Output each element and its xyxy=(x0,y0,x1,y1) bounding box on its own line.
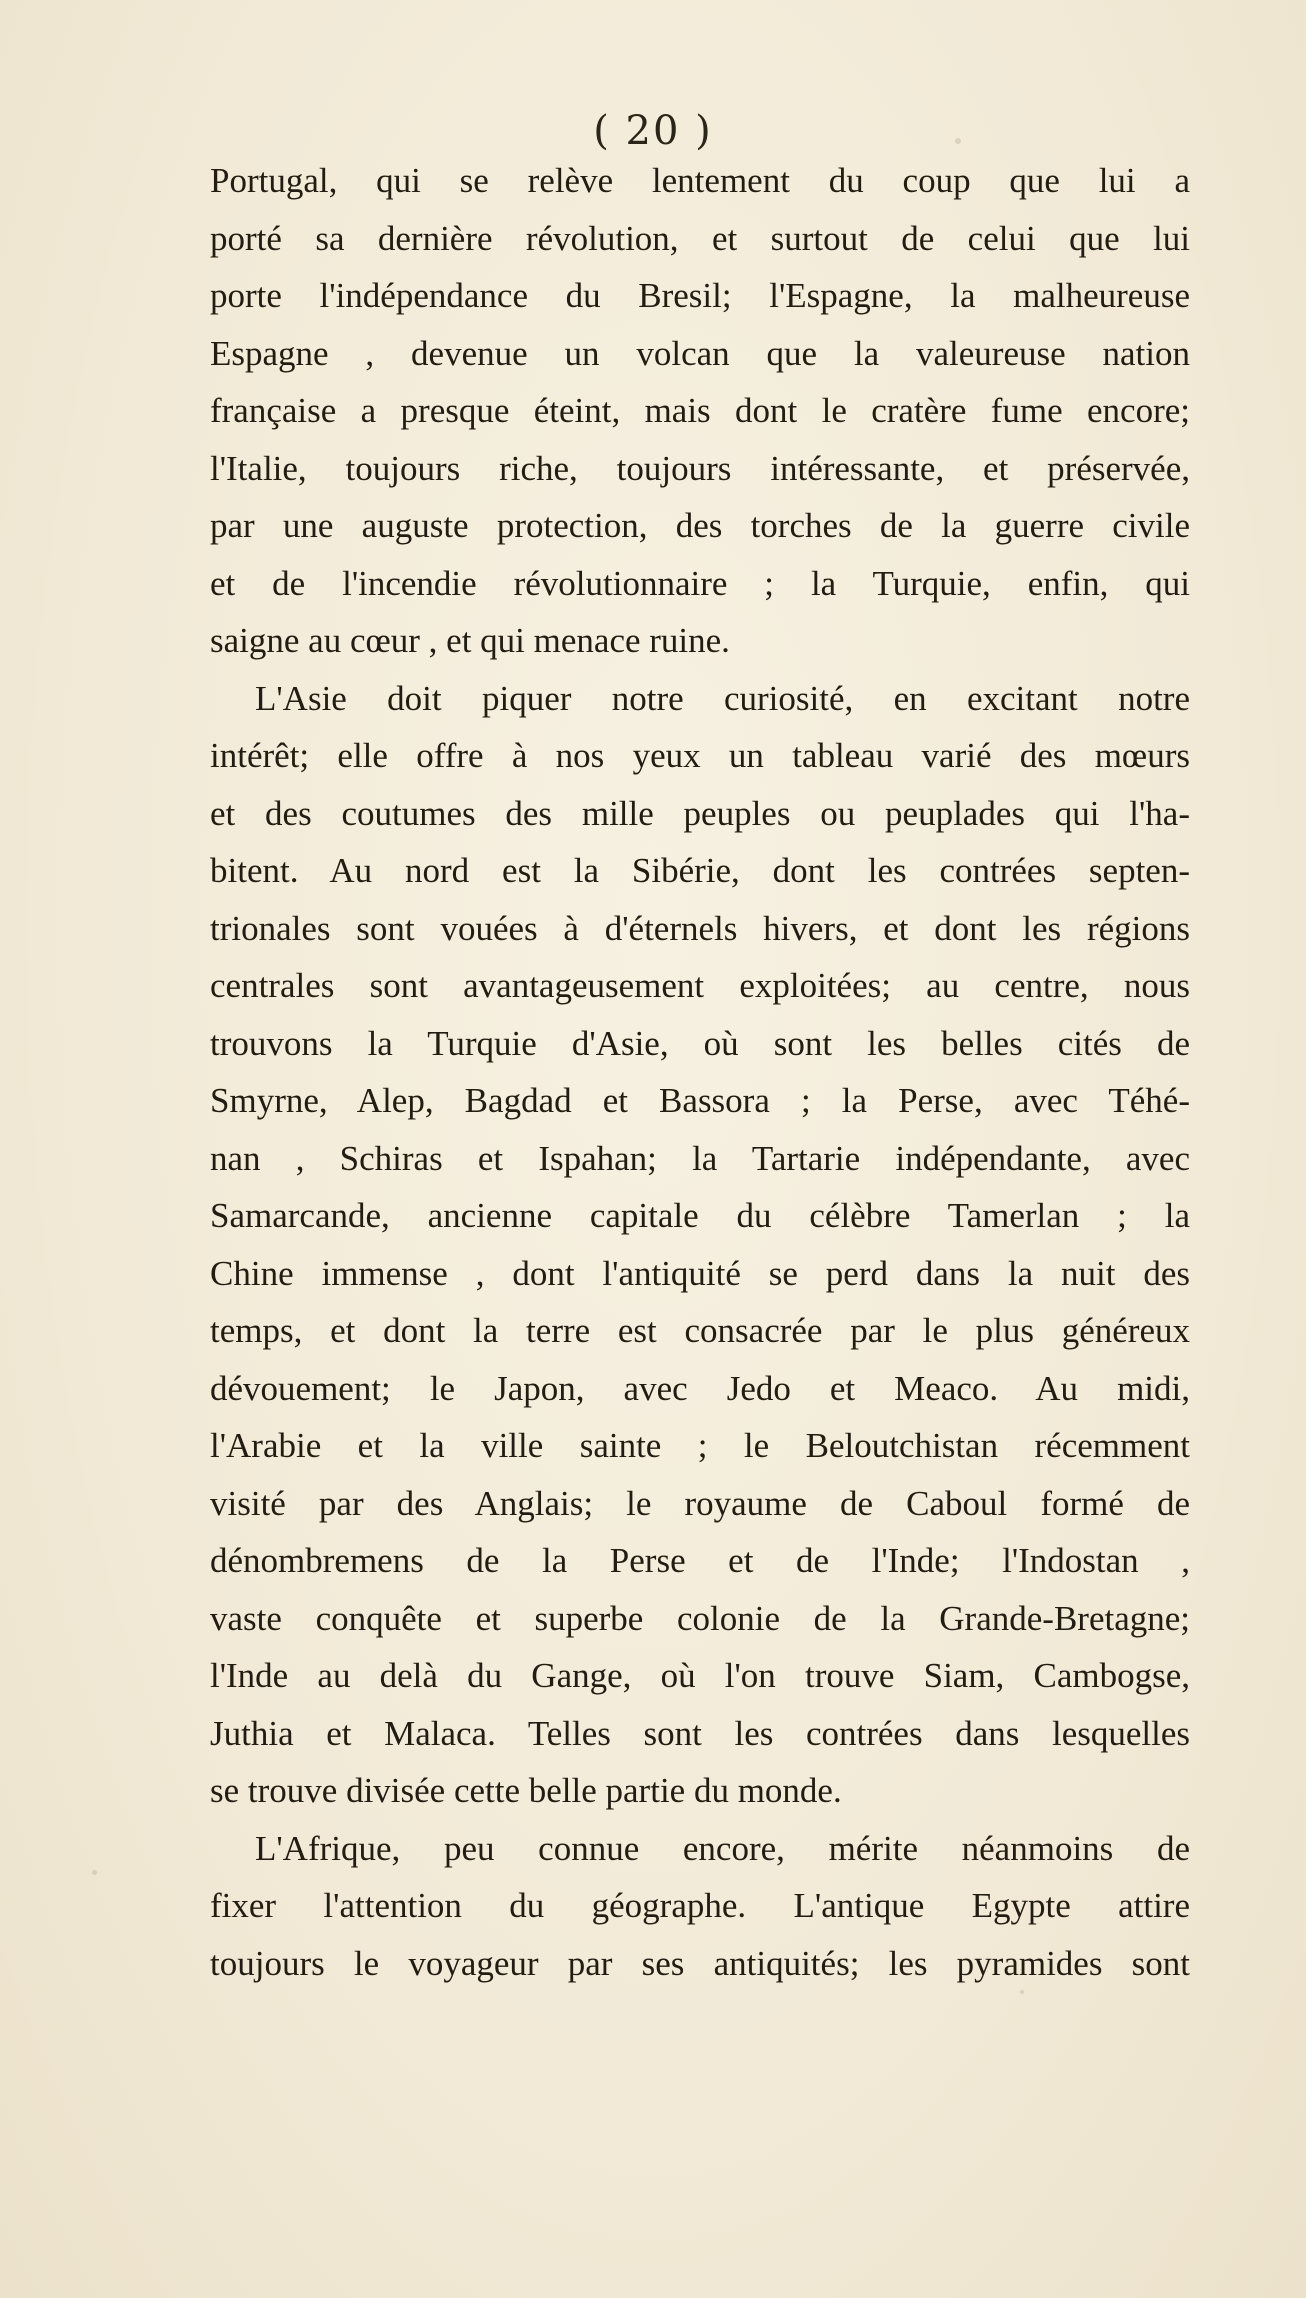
paper-stain xyxy=(92,1870,97,1875)
text-line: porte l'indépendance du Bresil; l'Espagne, la malheureuse xyxy=(210,276,1190,315)
text-line: fixer l'attention du géographe. L'antique Egypte attire xyxy=(210,1886,1190,1925)
text-line: l'Arabie et la ville sainte ; le Beloutchistan récemment xyxy=(210,1426,1190,1465)
text-line: dévouement; le Japon, avec Jedo et Meaco. Au midi, xyxy=(210,1368,1190,1408)
text-line: trionales sont vouées à d'éternels hivers, et dont les régions xyxy=(210,908,1190,948)
text-line: centrales sont avantageusement exploitées; au centre, nous xyxy=(210,966,1190,1005)
text-line: dénombremens de la Perse et de l'Inde; l'Indostan , xyxy=(210,1541,1190,1580)
text-line: l'Italie, toujours riche, toujours intéressante, et préservée, xyxy=(210,448,1190,488)
text-line: et de l'incendie révolutionnaire ; la Turquie, enfin, qui xyxy=(210,563,1190,603)
text-line: nan , Schiras et Ispahan; la Tartarie indépendante, avec xyxy=(210,1138,1190,1178)
text-line: l'Inde au delà du Gange, où l'on trouve Siam, Cambogse, xyxy=(210,1656,1190,1695)
text-line: Chine immense , dont l'antiquité se perd dans la nuit des xyxy=(210,1253,1190,1293)
body-text xyxy=(210,152,1190,1992)
text-line: temps, et dont la terre est consacrée par le plus généreux xyxy=(210,1311,1190,1350)
text-line: par une auguste protection, des torches de la guerre civile xyxy=(210,506,1190,545)
text-line: française a presque éteint, mais dont le cratère fume encore; xyxy=(210,391,1190,430)
page-number: ( 20 ) xyxy=(593,108,713,154)
text-line: intérêt; elle offre à nos yeux un tableau varié des mœurs xyxy=(210,736,1190,775)
text-line: trouvons la Turquie d'Asie, où sont les belles cités de xyxy=(210,1023,1190,1063)
text-line: Espagne , devenue un volcan que la valeureuse nation xyxy=(210,333,1190,373)
text-line: et des coutumes des mille peuples ou peuplades qui l'ha- xyxy=(210,793,1190,833)
text-line: visité par des Anglais; le royaume de Caboul formé de xyxy=(210,1483,1190,1523)
text-line: Juthia et Malaca. Telles sont les contrées dans lesquelles xyxy=(210,1713,1190,1753)
text-line: bitent. Au nord est la Sibérie, dont les contrées septen- xyxy=(210,851,1190,890)
text-line: porté sa dernière révolution, et surtout de celui que lui xyxy=(210,218,1190,258)
text-line: toujours le voyageur par ses antiquités; les pyramides sont xyxy=(210,1943,1190,1983)
text-line: Smyrne, Alep, Bagdad et Bassora ; la Perse, avec Téhé- xyxy=(210,1081,1190,1120)
text-line: L'Afrique, peu connue encore, mérite néanmoins de xyxy=(255,1828,1190,1868)
text-line: vaste conquête et superbe colonie de la Grande-Bretagne; xyxy=(210,1598,1190,1638)
text-line: saigne au cœur , et qui menace ruine. xyxy=(210,621,730,660)
text-line: Portugal, qui se relève lentement du coup que lui a xyxy=(210,161,1190,200)
text-line: se trouve divisée cette belle partie du monde. xyxy=(210,1771,842,1810)
text-line: Samarcande, ancienne capitale du célèbre Tamerlan ; la xyxy=(210,1196,1190,1235)
text-line: L'Asie doit piquer notre curiosité, en excitant notre xyxy=(255,678,1190,718)
